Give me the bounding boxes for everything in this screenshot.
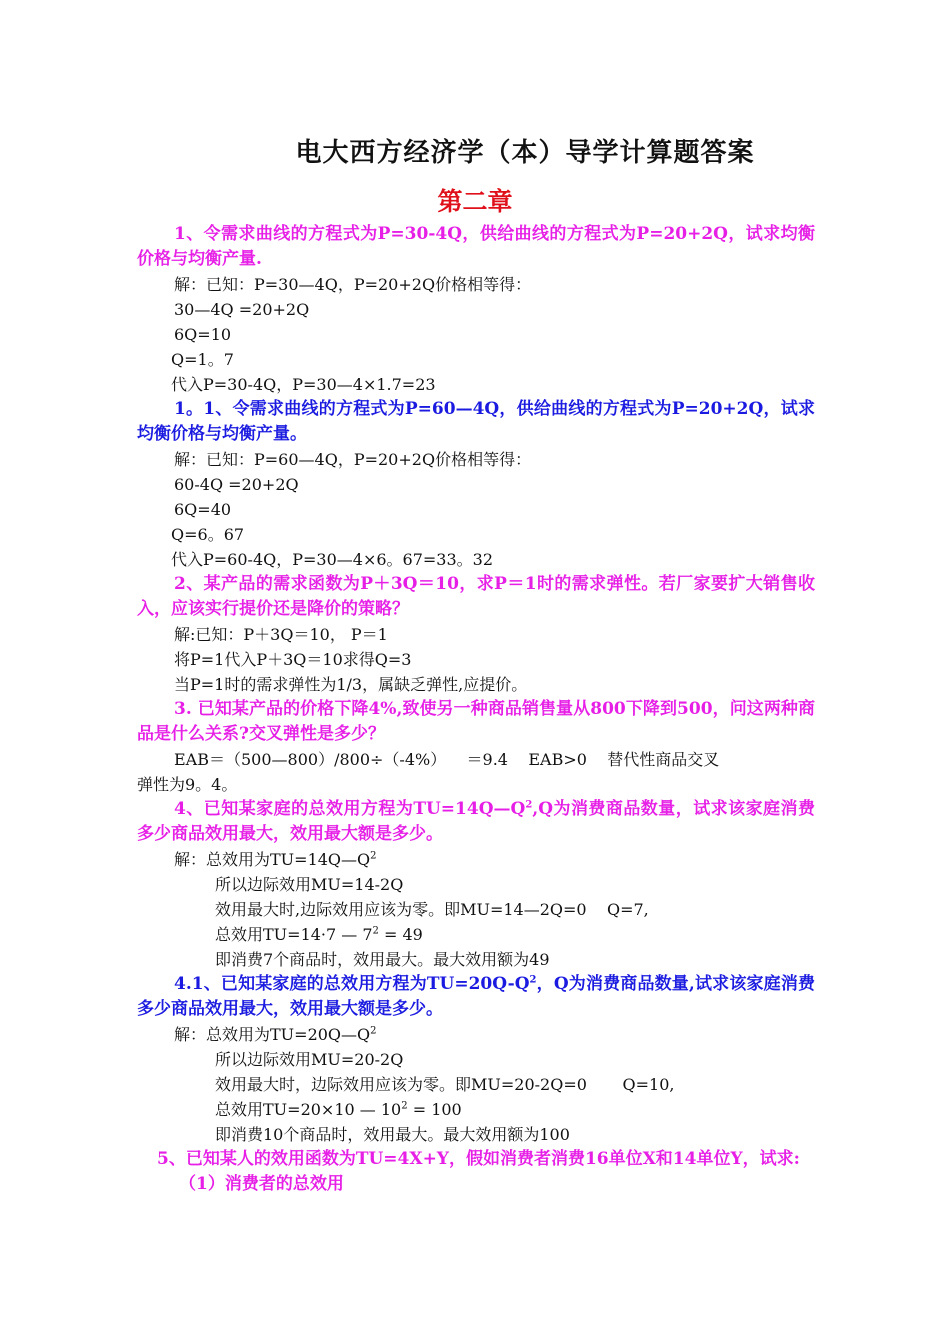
solution-line: 效用最大时，边际效用应该为零。即MU=20-2Q=0 Q=10, — [215, 1075, 675, 1094]
solution-line: 代入P=60-4Q，P=30—4×6。67=33。32 — [171, 550, 494, 569]
sub-question: （1）消费者的总效用 — [179, 1174, 344, 1194]
solution-line: 将P=1代入P＋3Q＝10求得Q=3 — [174, 650, 412, 669]
chapter-heading: 第二章 — [437, 187, 513, 216]
solution-line: 当P=1时的需求弹性为1/3，属缺乏弹性,应提价。 — [174, 675, 528, 694]
solution-line: 所以边际效用MU=14-2Q — [215, 875, 404, 894]
solution-line: 30—4Q =20+2Q — [174, 300, 310, 319]
question-text: 3. 已知某产品的价格下降4%,致使另一种商品销售量从800下降到500，问这两种商品是什么关系?交叉弹性是多少？ — [137, 699, 815, 744]
solution-line: 弹性为9。4。 — [137, 775, 238, 794]
solution-line: EAB＝（500—800）/800÷（-4%） ＝9.4 EAB>0 替代性商品交叉 — [174, 750, 720, 769]
question-text: 4、已知某家庭的总效用方程为$TU=14Q—Q^2,Q$为消费商品数量，试求该家庭消费多少商品效用最大，效用最大额是多少。 — [137, 799, 815, 844]
solution-line: 解:已知：P＋3Q＝10， P＝1 — [174, 625, 388, 644]
question-text: 4.1、已知某家庭的总效用方程为$TU=20Q-Q^2$，Q为消费商品数量,试求该家庭消费多少商品效用最大，效用最大额是多少。 — [137, 974, 815, 1019]
solution-line: 即消费10个商品时，效用最大。最大效用额为100 — [215, 1125, 570, 1144]
solution-line: 即消费7个商品时，效用最大。最大效用额为49 — [215, 950, 550, 969]
document-title: 电大西方经济学（本）导学计算题答案 — [295, 138, 755, 168]
document-body — [137, 222, 815, 1197]
solution-line: Q=6。67 — [171, 525, 245, 544]
solution-line: 解：已知：P=60—4Q，P=20+2Q价格相等得： — [174, 450, 532, 469]
question-text: 1。1、令需求曲线的方程式为P=60—4Q，供给曲线的方程式为P=20+2Q，试求均衡价格与均衡产量。 — [137, 399, 815, 444]
solution-line: 解：总效用为$TU=20Q—Q^2$ — [174, 1025, 377, 1044]
question-text: 2、某产品的需求函数为P＋3Q＝10，求P＝1时的需求弹性。若厂家要扩大销售收入，应该实行提价还是降价的策略？ — [137, 574, 815, 619]
solution-line: 解：已知：P=30—4Q，P=20+2Q价格相等得： — [174, 275, 532, 294]
solution-line: 效用最大时,边际效用应该为零。即MU=14—2Q=0 Q=7, — [215, 900, 649, 919]
solution-line: 所以边际效用MU=20-2Q — [215, 1050, 404, 1069]
solution-line: 6Q=40 — [174, 500, 232, 519]
solution-line: 总效用TU=14·7 — $7^2 = 49$ — [215, 925, 423, 944]
solution-line: 代入P=30-4Q，P=30—4×1.7=23 — [171, 375, 436, 394]
solution-line: 60-4Q =20+2Q — [174, 475, 299, 494]
solution-line: 解：总效用为$TU=14Q—Q^2$ — [174, 850, 377, 869]
solution-line: Q=1。7 — [171, 350, 234, 369]
question-text: 5、已知某人的效用函数为TU=4X+Y，假如消费者消费16单位X和14单位Y，试求: — [157, 1149, 800, 1169]
solution-line: 总效用TU=20×10 — $10^2 = 100$ — [215, 1100, 462, 1119]
solution-line: 6Q=10 — [174, 325, 232, 344]
question-text: 1、令需求曲线的方程式为P=30-4Q，供给曲线的方程式为P=20+2Q，试求均衡价格与均衡产量. — [137, 224, 815, 269]
